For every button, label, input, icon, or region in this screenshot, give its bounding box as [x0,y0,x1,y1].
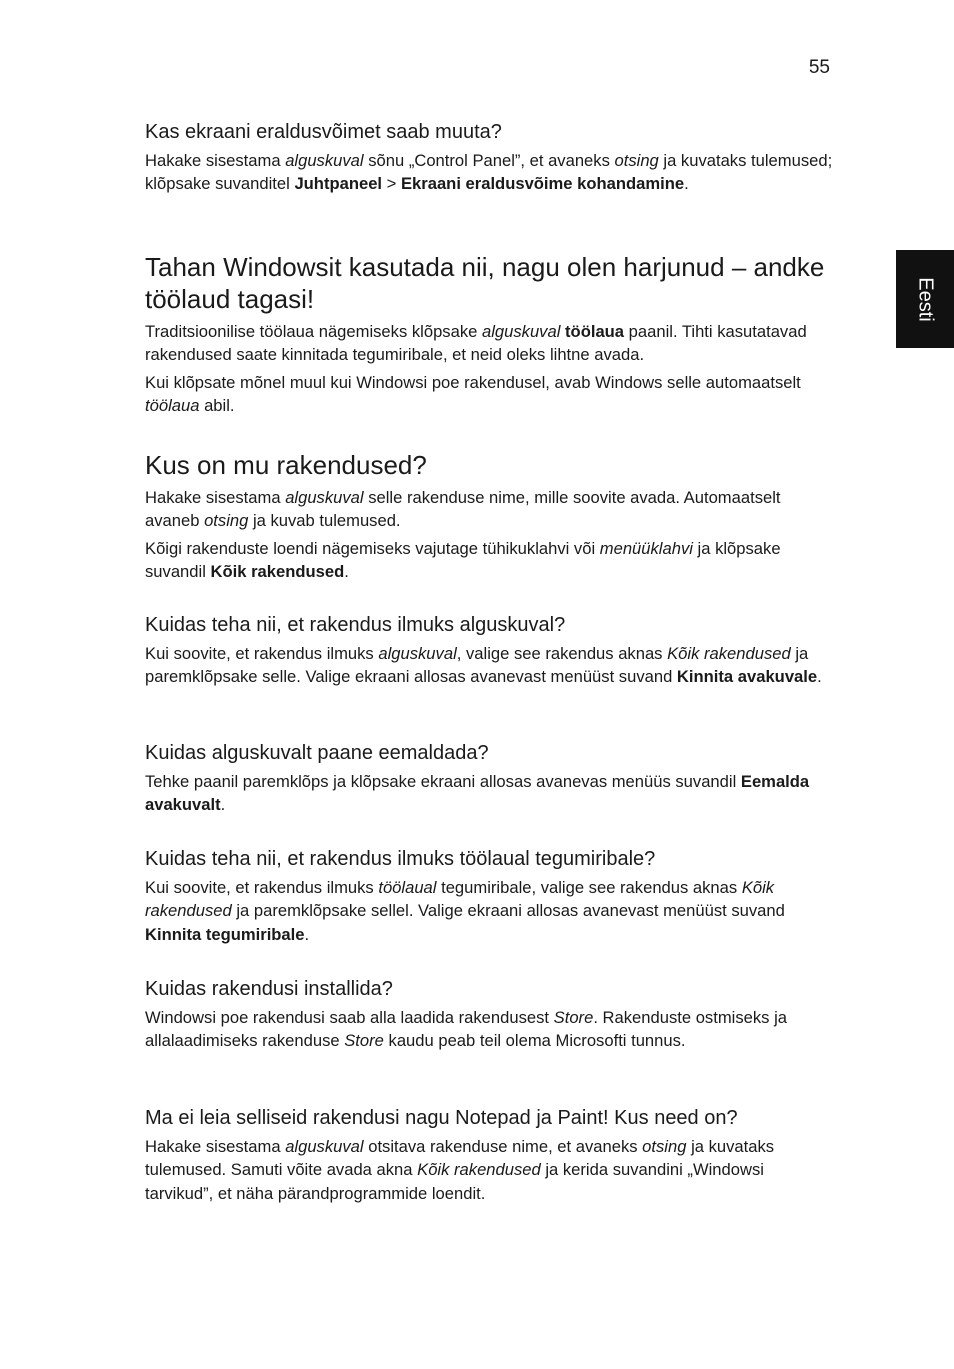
italic-term: alguskuval [481,322,561,341]
section-remove-tiles [145,740,835,821]
section-install-apps [145,976,835,1057]
text-run: kaudu peab teil olema Microsofti tunnus. [383,1031,686,1051]
text-run: ja paremklõpsake sellel. Valige ekraani allosas avanevast menüüst suvand [231,901,785,921]
text-run: Kui soovite, et rakendus ilmuks [145,878,379,897]
text-run: Kui soovite, et rakendus ilmuks [145,644,379,663]
section-paragraph [145,770,835,817]
text-run: otsitava rakenduse nime, et avaneks [363,1137,643,1156]
section-heading: Kuidas teha nii, et rakendus ilmuks alguskuval? [145,614,566,636]
section-heading: Kus on mu rakendused? [145,450,427,480]
text-run: Hakake sisestama [145,488,286,507]
text-run: Kui klõpsate mõnel muul kui Windowsi poe rakendusel, avab Windows selle automaatselt [145,372,801,392]
text-run: paanil. Tihti kasutatavad rakendused saate kinnitada tegumiribale, et neid oleks lihtne avada. [145,322,807,365]
bold-term: Juhtpaneel [294,174,383,194]
section-paragraph [145,486,835,533]
text-run: Hakake sisestama [145,1137,286,1156]
section-paragraph [145,642,835,689]
section-paragraph [145,1006,835,1053]
text-run: sõnu „Control Panel”, et avaneks [363,151,615,170]
text-run: , valige see rakendus aknas [456,644,668,663]
text-run: Tehke paanil paremklõps ja klõpsake ekraani allosas avanevas menüüs suvandil [145,772,741,791]
text-run: . [344,561,349,581]
section-paragraph [145,876,835,946]
section-notepad-paint [145,1105,835,1209]
italic-term: Kõik rakendused [667,644,791,663]
text-run: Kõigi rakenduste loendi nägemiseks vajutage tühikuklahvi või [145,538,600,558]
language-tab [896,250,954,348]
italic-term: Store [344,1031,384,1051]
text-run: ja kuvataks tulemused. Samuti võite avada akna [145,1137,775,1180]
italic-term: töölaua [145,395,200,415]
bold-term: Kõik rakendused [210,561,345,581]
section-desktop-back [145,251,835,421]
bold-term: Ekraani eraldusvõime kohandamine [400,174,685,194]
section-heading: Tahan Windowsit kasutada nii, nagu olen harjunud – andke töölaud tagasi! [145,252,825,314]
text-run: Traditsioonilise töölaua nägemiseks klõpsake [145,322,482,341]
text-run: ja kuvab tulemused. [248,511,401,531]
text-run: ja klõpsake suvandil [145,538,781,581]
section-paragraph [145,1135,835,1205]
italic-term: Kõik rakendused [417,1160,541,1180]
text-run: ja paremklõpsake selle. Valige ekraani allosas avanevast menüüst suvand [145,644,809,687]
text-run: . [817,667,822,687]
text-run: . [220,795,226,815]
text-run: Windowsi poe rakendusi saab alla laadida rakendusest [145,1008,554,1027]
italic-term: otsing [204,511,249,531]
section-paragraph [145,537,835,584]
bold-term: Kinnita avakuvale [676,667,818,687]
section-heading: Kuidas rakendusi installida? [145,978,393,1000]
bold-term: Eemalda avakuvalt [145,772,810,815]
text-run: . [684,174,689,194]
section-paragraph [145,149,835,196]
section-pin-taskbar [145,846,835,950]
language-tab-label: Eesti [914,276,937,322]
text-run: ja kuvataks tulemused; klõpsake suvanditel [145,151,833,194]
bold-term: Kinnita tegumiribale [145,924,305,944]
section-paragraph [145,371,835,418]
page-number: 55 [808,57,830,78]
text-run: > [382,174,401,194]
text-run: ja kerida suvandini „Windowsi tarvikud”, et näha pärandprogrammide loendit. [145,1160,764,1203]
italic-term: alguskuval [285,488,364,507]
italic-term: alguskuval [285,1137,364,1156]
italic-term: alguskuval [285,151,364,170]
text-run: abil. [199,395,235,415]
text-run: tegumiribale, valige see rakendus aknas [436,878,742,897]
text-run: . Rakenduste ostmiseks ja allalaadimiseks rakenduse [145,1008,787,1051]
section-where-apps [145,449,835,587]
text-run: . [304,924,310,944]
section-screen-resolution [145,119,835,200]
text-run: Hakake sisestama [145,151,286,170]
italic-term: töölaual [378,878,437,897]
section-heading: Kas ekraani eraldusvõimet saab muuta? [145,121,502,143]
section-paragraph [145,320,835,367]
italic-term: otsing [614,151,659,170]
section-pin-start [145,612,835,693]
section-heading: Kuidas alguskuvalt paane eemaldada? [145,742,489,764]
section-heading: Ma ei leia selliseid rakendusi nagu Notepad ja Paint! Kus need on? [145,1107,738,1129]
text-run: selle rakenduse nime, mille soovite avada. Automaatselt avaneb [145,488,781,531]
italic-term: alguskuval [378,644,457,663]
section-heading: Kuidas teha nii, et rakendus ilmuks töölaual tegumiribale? [145,848,656,870]
bold-term: töölaua [565,322,625,341]
italic-term: Store [553,1008,594,1027]
italic-term: menüüklahvi [599,538,693,558]
italic-term: Kõik rakendused [145,878,775,921]
italic-term: otsing [642,1137,687,1156]
